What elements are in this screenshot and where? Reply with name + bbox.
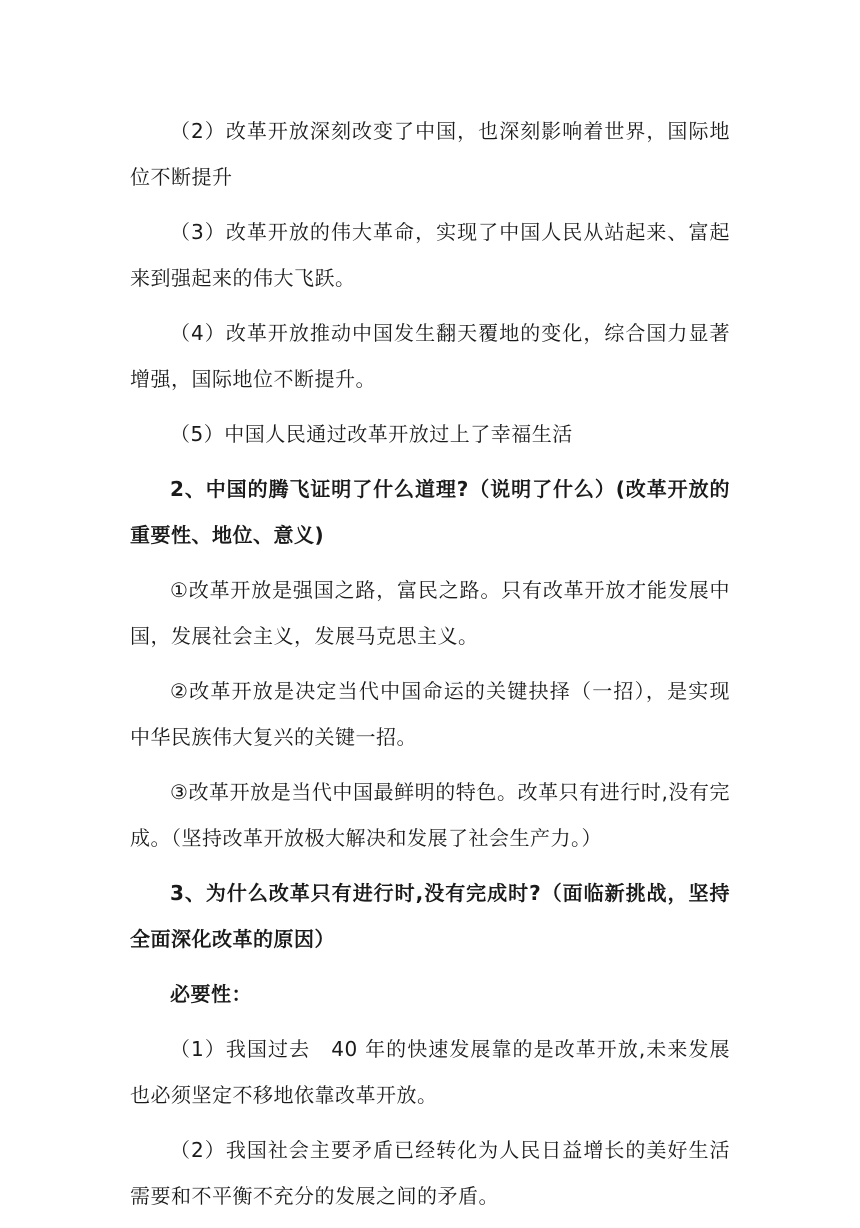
document-body xyxy=(130,108,730,1228)
heading-question-2: 2、中国的腾飞证明了什么道理?（说明了什么）(改革开放的重要性、地位、意义) xyxy=(130,477,730,547)
paragraph-happy-life: （5）中国人民通过改革开放过上了幸福生活 xyxy=(170,422,573,446)
subheading-necessity: 必要性： xyxy=(170,982,252,1006)
paragraph-necessity-2: （2）我国社会主要矛盾已经转化为人民日益增长的美好生活需要和不平衡不充分的发展之间的矛盾。 xyxy=(130,1138,730,1208)
paragraph-national-strength: （4）改革开放推动中国发生翻天覆地的变化，综合国力显著增强，国际地位不断提升。 xyxy=(130,321,730,391)
paragraph-reform-impact-world: （2）改革开放深刻改变了中国，也深刻影响着世界，国际地位不断提升 xyxy=(130,119,730,189)
paragraph-point-1: ①改革开放是强国之路，富民之路。只有改革开放才能发展中国，发展社会主义，发展马克思主义。 xyxy=(130,578,730,648)
paragraph-necessity-1: （1）我国过去 40 年的快速发展靠的是改革开放,未来发展也必须坚定不移地依靠改革开放。 xyxy=(130,1037,730,1107)
heading-question-3: 3、为什么改革只有进行时,没有完成时?（面临新挑战，坚持全面深化改革的原因） xyxy=(130,881,730,951)
paragraph-great-leap: （3）改革开放的伟大革命，实现了中国人民从站起来、富起来到强起来的伟大飞跃。 xyxy=(130,220,730,290)
paragraph-point-3: ③改革开放是当代中国最鲜明的特色。改革只有进行时,没有完成。（坚持改革开放极大解决和发展了社会生产力。） xyxy=(130,780,730,850)
paragraph-point-2: ②改革开放是决定当代中国命运的关键抉择（一招），是实现中华民族伟大复兴的关键一招。 xyxy=(130,679,730,749)
